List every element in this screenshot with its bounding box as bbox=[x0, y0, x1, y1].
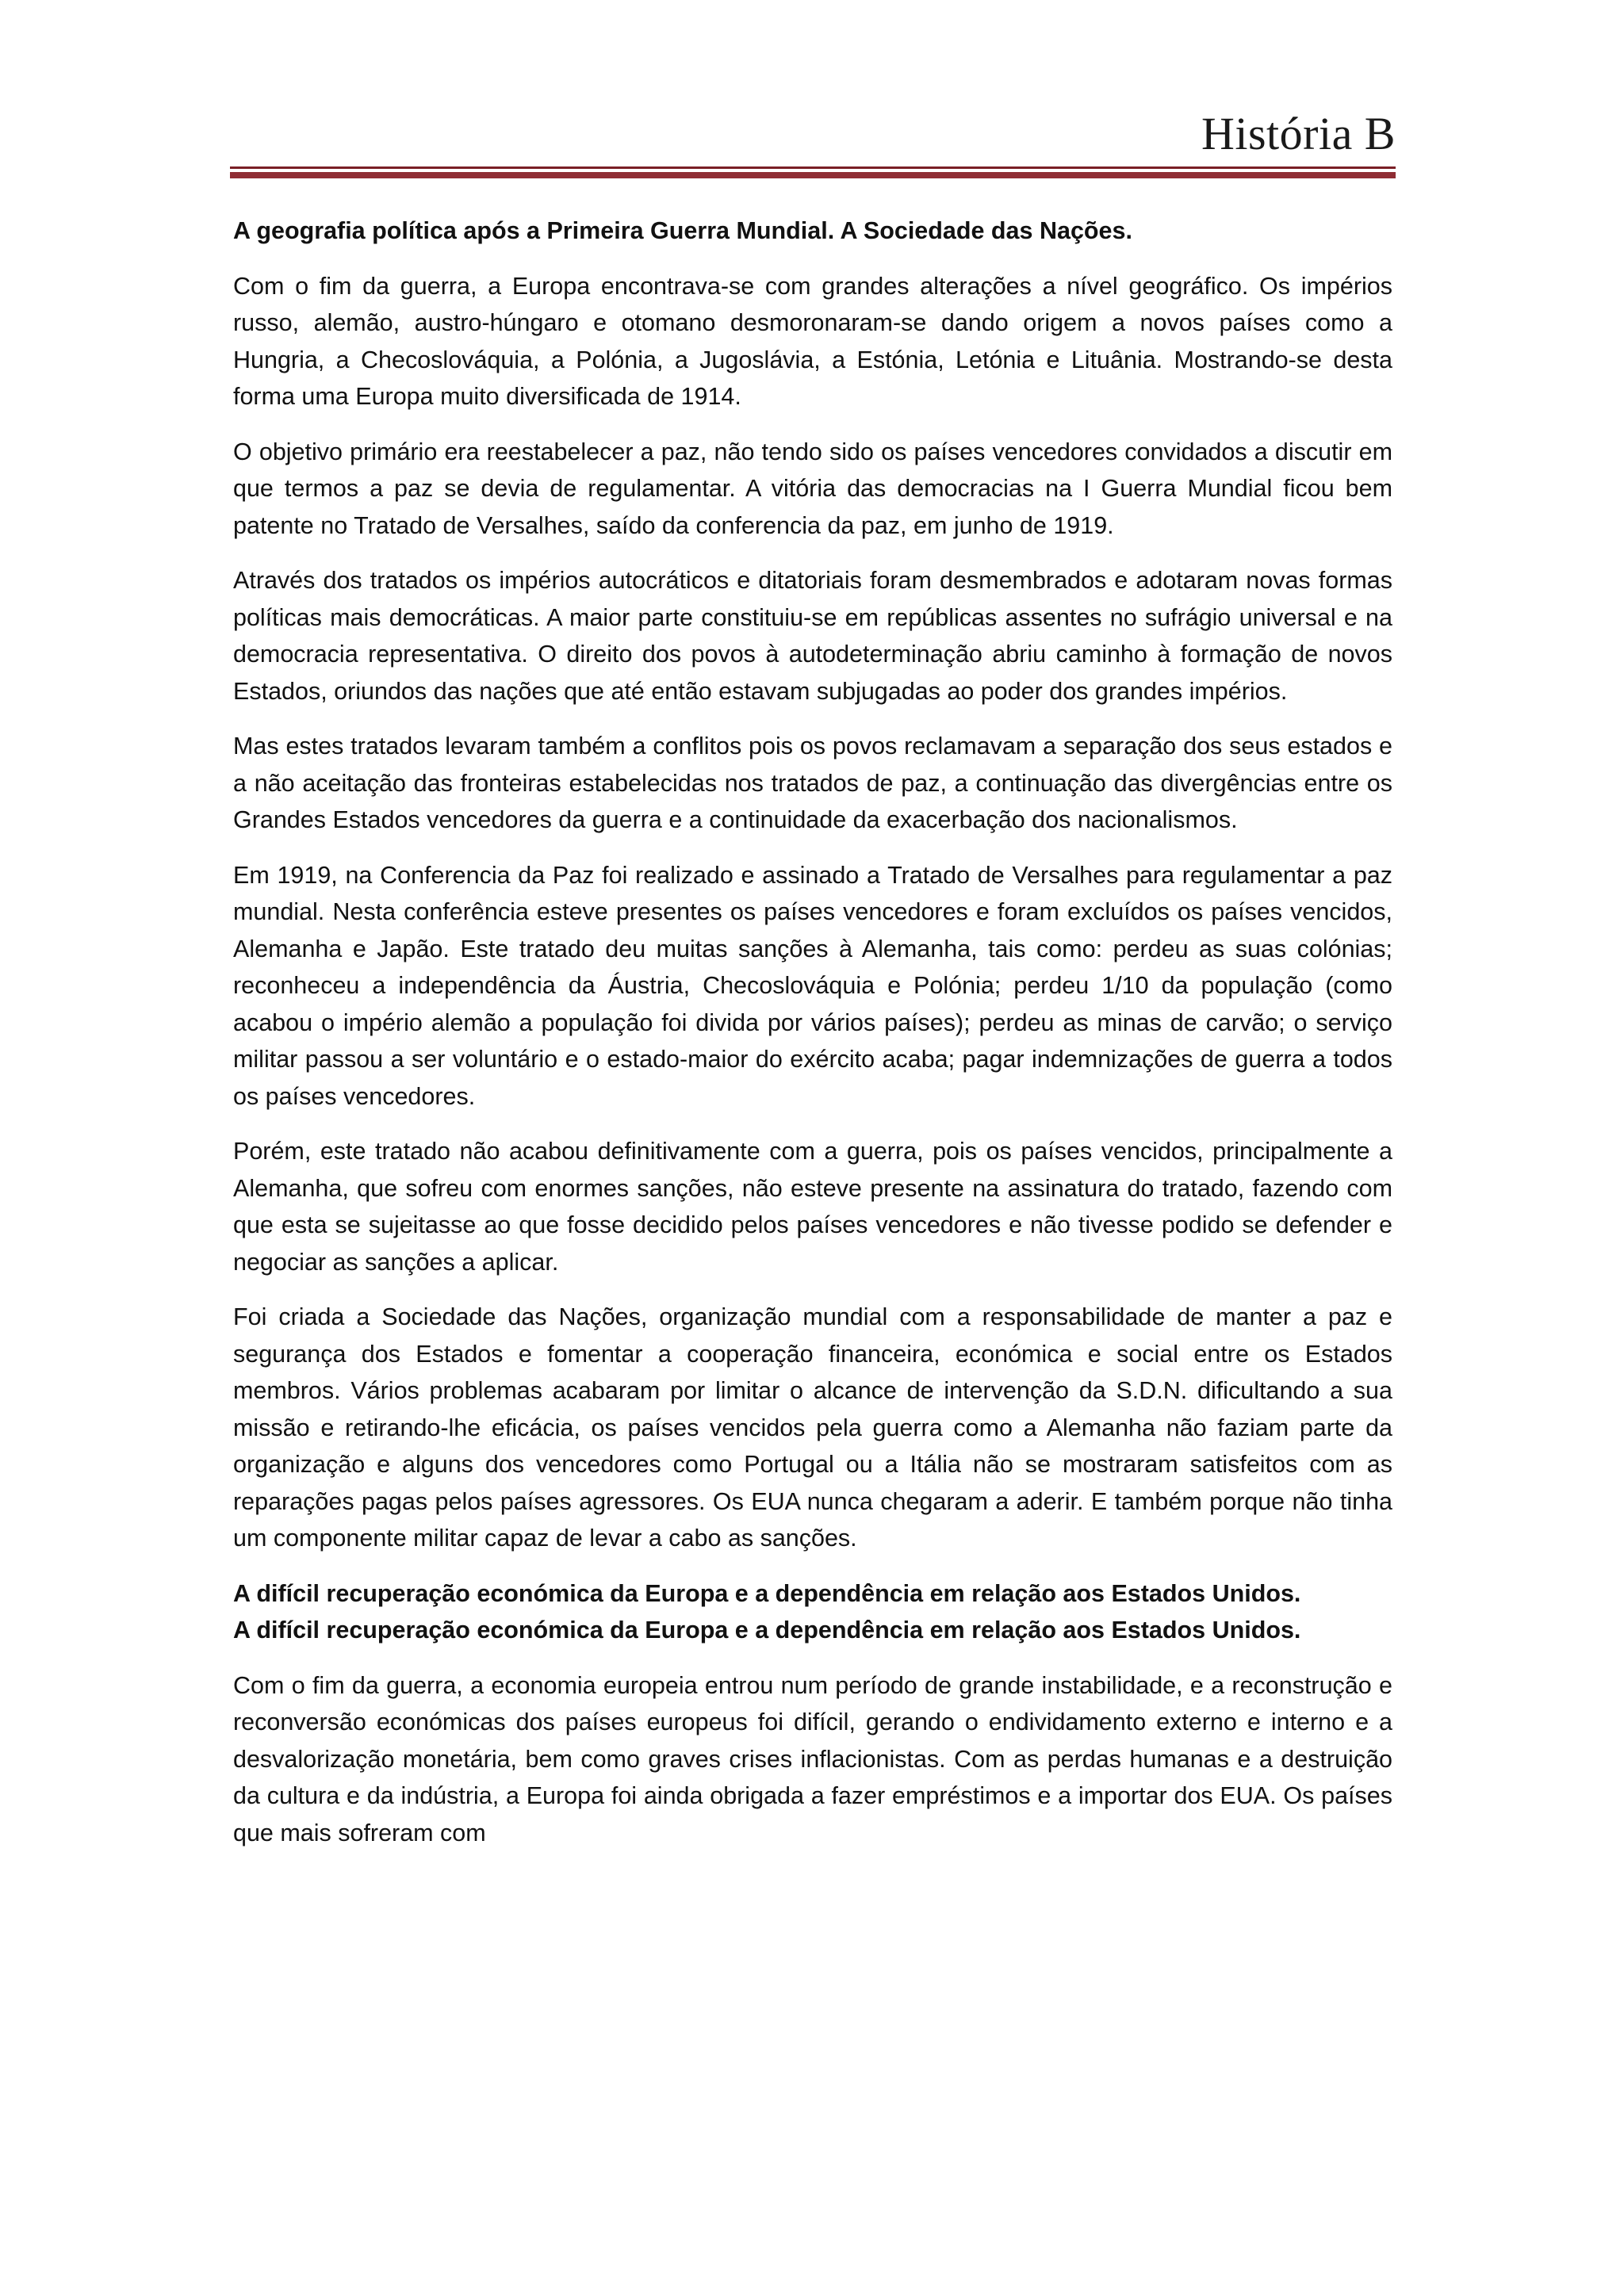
page-header bbox=[230, 101, 1396, 181]
header-rule-thin bbox=[230, 166, 1396, 169]
section-heading bbox=[233, 1575, 1392, 1649]
section-heading-line: A difícil recuperação económica da Europa e a dependência em relação aos Estados Unidos. bbox=[233, 1617, 1301, 1644]
paragraph: Mas estes tratados levaram também a conflitos pois os povos reclamavam a separação dos seus estados e a não aceitação das fronteiras estabelecidas nos tratados de paz, a continuação das divergências entre os Grandes Estados vencedores da guerra e a continuidade da exacerbação dos nacionalismos. bbox=[233, 733, 1392, 833]
paragraph: O objetivo primário era reestabelecer a paz, não tendo sido os países vencedores convidados a discutir em que termos a paz se devia de regulamentar. A vitória das democracias na I Guerra Mundial ficou bem patente no Tratado de Versalhes, saído da conferencia da paz, em junho de 1919. bbox=[233, 438, 1392, 539]
header-rule-thick bbox=[230, 172, 1396, 178]
paragraph: Porém, este tratado não acabou definitivamente com a guerra, pois os países vencidos, principalmente a Alemanha, que sofreu com enormes sanções, não esteve presente na assinatura do tratado, fazendo com que esta se sujeitasse ao que fosse decidido pelos países vencedores e não tivesse podido se defender e negociar as sanções a aplicar. bbox=[233, 1138, 1392, 1276]
paragraph: Foi criada a Sociedade das Nações, organização mundial com a responsabilidade de manter a paz e segurança dos Estados e fomentar a cooperação financeira, económica e social entre os Estados membros. Vários problemas acabaram por limitar o alcance de intervenção da S.D.N. dificultando a sua missão e retirando-lhe eficácia, os países vencidos pela guerra como a Alemanha não faziam parte da organização e alguns dos vencedores como Portugal ou a Itália não se mostraram satisfeitos com as reparações pagas pelos países agressores. Os EUA nunca chegaram a aderir. E também porque não tinha um componente militar capaz de levar a cabo as sanções. bbox=[233, 1303, 1392, 1552]
paragraph: Em 1919, na Conferencia da Paz foi realizado e assinado a Tratado de Versalhes para regulamentar a paz mundial. Nesta conferência esteve presentes os países vencedores e foram excluídos os países vencidos, Alemanha e Japão. Este tratado deu muitas sanções à Alemanha, tais como: perdeu as suas colónias; reconheceu a independência da Áustria, Checoslováquia e Polónia; perdeu 1/10 da população (como acabou o império alemão a população foi divida por vários países); perdeu as minas de carvão; o serviço militar passou a ser voluntário e o estado-maior do exército acaba; pagar indemnizações de guerra a todos os países vencedores. bbox=[233, 861, 1392, 1110]
paragraph: Através dos tratados os impérios autocráticos e ditatoriais foram desmembrados e adotaram novas formas políticas mais democráticas. A maior parte constituiu-se em repúblicas assentes no sufrágio universal e na democracia representativa. O direito dos povos à autodeterminação abriu caminho à formação de novos Estados, oriundos das nações que até então estavam subjugadas ao poder dos grandes impérios. bbox=[233, 567, 1392, 705]
section-heading-line: A difícil recuperação económica da Europa e a dependência em relação aos Estados Unidos. bbox=[233, 1579, 1301, 1607]
section-heading: A geografia política após a Primeira Guerra Mundial. A Sociedade das Nações. bbox=[233, 217, 1132, 244]
document-body bbox=[233, 212, 1392, 1851]
paragraph: Com o fim da guerra, a economia europeia entrou num período de grande instabilidade, e a reconstrução e reconversão económicas dos países europeus foi difícil, gerando o endividamento externo e interno e a desvalorização monetária, bem como graves crises inflacionistas. Com as perdas humanas e a destruição da cultura e da indústria, a Europa foi ainda obrigada a fazer empréstimos e a importar dos EUA. Os países que mais sofreram com bbox=[233, 1671, 1392, 1846]
paragraph: Com o fim da guerra, a Europa encontrava-se com grandes alterações a nível geográfico. Os impérios russo, alemão, austro-húngaro e otomano desmoronaram-se dando origem a novos países como a Hungria, a Checoslováquia, a Polónia, a Jugoslávia, a Estónia, Letónia e Lituânia. Mostrando-se desta forma uma Europa muito diversificada de 1914. bbox=[233, 272, 1392, 410]
header-title: História B bbox=[1201, 108, 1396, 159]
